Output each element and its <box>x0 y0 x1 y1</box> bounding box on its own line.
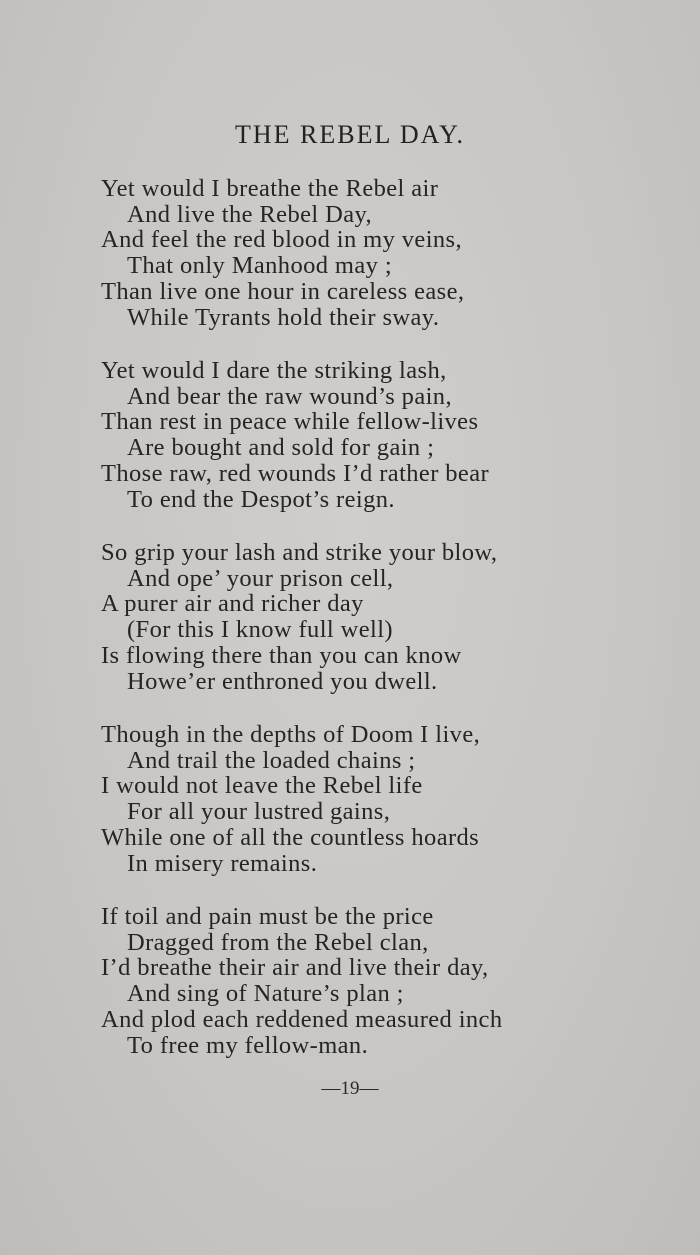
poem-line: In misery remains. <box>127 849 318 877</box>
poem-line: Those raw, red wounds I’d rather bear <box>101 459 490 487</box>
poem-line: Howe’er enthroned you dwell. <box>127 667 438 695</box>
poem-line: Though in the depths of Doom I live, <box>101 721 481 748</box>
poem-line: To free my fellow-man. <box>127 1031 369 1059</box>
poem-line: A purer air and richer day <box>101 590 364 618</box>
poem-line: And trail the loaded chains ; <box>127 746 416 774</box>
poem-line: So grip your lash and strike your blow, <box>101 539 498 566</box>
poem-line: And ope’ your prison cell, <box>127 564 394 592</box>
poem-line: I would not leave the Rebel life <box>101 772 423 800</box>
page-number: —19— <box>321 1078 379 1099</box>
stanza-3 <box>101 540 691 694</box>
poem-line: While Tyrants hold their sway. <box>127 303 440 331</box>
poem-line: While one of all the countless hoards <box>101 823 480 851</box>
poem-line: And plod each reddened measured inch <box>101 1005 503 1033</box>
poem-line: Is flowing there than you can know <box>101 641 462 669</box>
stanza-2 <box>101 358 691 512</box>
poem-line: Yet would I dare the striking lash, <box>101 357 447 384</box>
poem-line: Than live one hour in careless ease, <box>101 277 465 305</box>
poem-title: THE REBEL DAY. <box>235 120 465 149</box>
poem-line: I’d breathe their air and live their day, <box>101 954 489 982</box>
poem-line: And sing of Nature’s plan ; <box>127 980 404 1008</box>
poem-line: Are bought and sold for gain ; <box>127 434 435 462</box>
poem-line: For all your lustred gains, <box>127 798 391 826</box>
stanza-5 <box>101 904 691 1058</box>
poem-line: To end the Despot’s reign. <box>127 485 395 513</box>
poem-line: And bear the raw wound’s pain, <box>127 382 452 410</box>
poem-line: Yet would I breathe the Rebel air <box>101 175 439 202</box>
poem-line: That only Manhood may ; <box>127 252 393 280</box>
poem-line: And feel the red blood in my veins, <box>101 226 463 254</box>
poem-line: And live the Rebel Day, <box>127 200 373 228</box>
stanza-4 <box>101 722 691 876</box>
poem-line: If toil and pain must be the price <box>101 903 434 930</box>
stanza-1 <box>101 176 691 330</box>
poem-line: Dragged from the Rebel clan, <box>127 928 429 956</box>
poem-line: (For this I know full well) <box>127 616 393 644</box>
poem-line: Than rest in peace while fellow-lives <box>101 408 479 436</box>
